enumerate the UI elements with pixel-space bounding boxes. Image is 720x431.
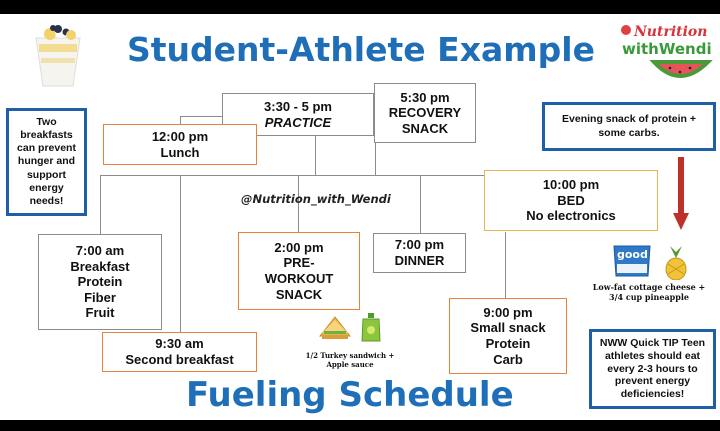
dinner-time: 7:00 pm — [394, 237, 445, 253]
lunch-label: Lunch — [160, 144, 200, 160]
sandwich-icon — [318, 314, 352, 342]
bed-box — [484, 170, 658, 231]
lunch-box — [103, 124, 257, 165]
recovery-snack-box — [374, 83, 476, 143]
two-breakfasts-text: Two breakfasts can prevent hunger and support energy needs! — [17, 116, 76, 207]
connector-line — [180, 175, 181, 332]
connector-line — [180, 116, 181, 124]
breakfast-item: Breakfast — [70, 258, 130, 274]
pre-workout-snack-box — [238, 232, 360, 310]
evening-snack-note — [542, 102, 716, 151]
bed-line2: No electronics — [526, 208, 616, 224]
logo-line1: Nutrition — [634, 24, 708, 40]
bed-time: 10:00 pm — [542, 177, 600, 193]
preworkout-time: 2:00 pm — [274, 239, 324, 255]
breakfast-time: 7:00 am — [75, 243, 125, 259]
breakfast-item: Fiber — [84, 289, 116, 305]
logo-line2: withWendi — [622, 40, 712, 58]
pineapple-icon — [662, 246, 690, 280]
nutrition-with-wendi-logo — [612, 20, 717, 80]
two-breakfasts-note — [6, 108, 87, 216]
lunch-time: 12:00 pm — [151, 128, 209, 144]
connector-line — [100, 175, 101, 235]
cottage-cheese-icon — [612, 244, 652, 278]
breakfast-item: Protein — [77, 274, 123, 290]
connector-line — [180, 116, 224, 117]
apple-sauce-pouch-icon — [360, 313, 382, 343]
connector-line — [420, 175, 421, 233]
preworkout-line1: PRE- — [283, 255, 315, 271]
second-breakfast-label: Second breakfast — [125, 352, 234, 367]
breakfast-box — [38, 234, 162, 330]
recovery-line1: RECOVERY — [388, 105, 462, 121]
cottage-cheese-brand: good — [617, 248, 648, 261]
sandwich-caption: 1/2 Turkey sandwich + Apple sauce — [305, 351, 395, 369]
recovery-time: 5:30 pm — [400, 89, 450, 105]
practice-time: 3:30 - 5 pm — [264, 98, 332, 114]
connector-line — [505, 232, 506, 298]
small-snack-time: 9:00 pm — [483, 304, 533, 320]
quick-tip-text: NWW Quick TIP Teen athletes should eat every 2-3 hours to prevent energy deficiencies! — [599, 337, 706, 401]
connector-line — [375, 142, 376, 175]
practice-label: PRACTICE — [264, 114, 332, 130]
yogurt-parfait-icon — [28, 20, 88, 90]
second-breakfast-time: 9:30 am — [155, 336, 204, 352]
small-snack-box — [449, 298, 567, 374]
dinner-box — [373, 233, 466, 273]
page-title: Student-Athlete Example — [127, 30, 595, 69]
dinner-label: DINNER — [394, 253, 445, 268]
evening-snack-text: Evening snack of protein + some carbs. — [562, 112, 696, 139]
second-breakfast-box — [102, 332, 257, 372]
footer-title: Fueling Schedule — [186, 375, 514, 415]
preworkout-line3: SNACK — [275, 286, 323, 302]
connector-line — [315, 135, 316, 175]
breakfast-item: Fruit — [85, 305, 115, 321]
small-snack-line2: Protein — [485, 336, 531, 351]
preworkout-line2: WORKOUT — [264, 271, 334, 286]
small-snack-line1: Small snack — [470, 320, 546, 336]
recovery-line2: SNACK — [401, 120, 449, 136]
bed-line1: BED — [557, 192, 585, 208]
quick-tip-note — [589, 329, 716, 409]
cottage-cheese-caption: Low-fat cottage cheese + 3/4 cup pineapple — [592, 282, 706, 302]
small-snack-line3: Carb — [493, 351, 523, 367]
down-arrow-icon — [673, 157, 689, 231]
social-handle: @Nutrition_with_Wendi — [241, 192, 391, 206]
